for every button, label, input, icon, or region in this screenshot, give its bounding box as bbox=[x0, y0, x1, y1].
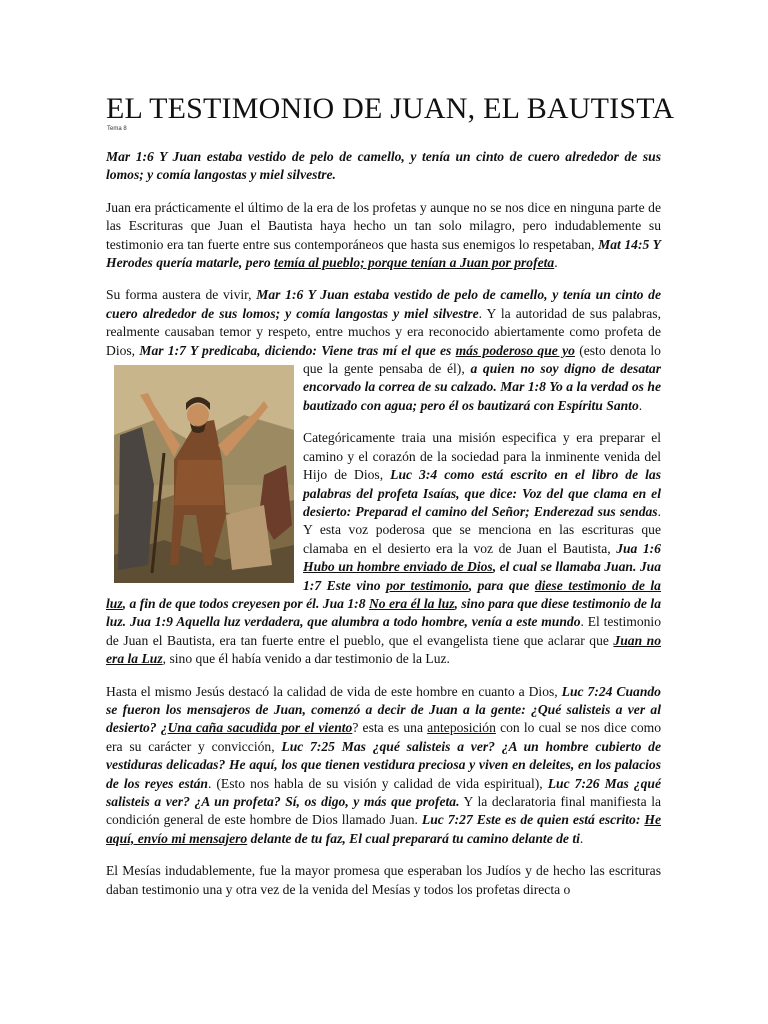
bible-quote: Luc 7:24 Cuando se fueron los mensajeros de Juan, comenzó a decir de Juan a la gente: ¿Qué salisteis a ver al desierto? ¿ bbox=[106, 683, 661, 736]
bible-quote-underlined: por testimonio bbox=[386, 577, 469, 593]
page-title: EL TESTIMONIO DE JUAN, EL BAUTISTA bbox=[106, 92, 675, 125]
text-run: ? esta es una bbox=[352, 720, 428, 736]
document-body bbox=[106, 148, 661, 913]
bible-quote-underlined: temía al pueblo; porque tenían a Juan por profeta bbox=[274, 255, 555, 271]
text-run: . bbox=[638, 397, 643, 413]
text-run: Juan era prácticamente el último de la era de los profetas y aunque no se nos dice en ninguna parte de las Escrituras que Juan el Bautista haya hecho un tan solo milagro, pero indudablemente su testimonio era tan fuerte entre sus contemporáneos que hasta sus enemigos lo respetaban, bbox=[106, 199, 661, 252]
page-subtitle: Tema 8 bbox=[107, 126, 127, 132]
text-run: . bbox=[579, 830, 584, 846]
text-run: . bbox=[554, 255, 558, 271]
text-run: , sino que él había venido a dar testimonio de la Luz. bbox=[162, 651, 450, 667]
bible-quote: Luc 3:4 como está escrito en el libro de las palabras del profeta Isaías, que dice: Voz del que clama en el desierto: Preparad el camino del Señor; Enderezad sus sendas bbox=[303, 467, 661, 519]
bible-quote-underlined: No era él la luz bbox=[368, 595, 455, 611]
bible-quote: Mat 14:5 Y Herodes quería matarle, pero bbox=[106, 236, 661, 271]
text-run: El Mesías indudablemente, fue la mayor promesa que esperaban los Judíos y de hecho las escrituras daban testimonio una y otra vez de la venida del Mesías y todos los profetas directa o bbox=[106, 863, 661, 897]
text-run: . Y esta voz poderosa que se menciona en las escrituras que clamaba en el desierto era la voz de Juan el Bautista, bbox=[303, 503, 661, 556]
bible-quote-underlined: Hubo un hombre enviado de Dios bbox=[303, 559, 493, 575]
john-the-baptist-illustration bbox=[114, 365, 294, 583]
bible-quote: Mar 1:6 Y Juan estaba vestido de pelo de camello, y tenía un cinto de cuero alrededor de sus lomos; y comía langostas y miel silvestre. bbox=[106, 149, 661, 183]
bible-quote: , para que bbox=[468, 577, 535, 593]
bible-quote: Jua 1:6 bbox=[616, 540, 661, 556]
bible-quote: Mar 1:7 Y predicaba, diciendo: Viene tras mí el que es bbox=[139, 342, 456, 358]
text-run: Hasta el mismo Jesús destacó la calidad de vida de este hombre en cuanto a Dios, bbox=[106, 683, 562, 699]
bible-quote-underlined: más poderoso que yo bbox=[455, 342, 575, 358]
text-run: Y la declaratoria final manifiesta la condición general de este hombre de Dios llamado Juan. bbox=[106, 794, 661, 828]
bible-quote-underlined: He aquí, envío mi mensajero bbox=[106, 812, 661, 846]
text-run: . (Esto nos habla de su visión y calidad de vida espiritual), bbox=[207, 775, 548, 791]
text-run: . El testimonio de Juan el Bautista, era tan fuerte entre el pueblo, que el evangelista tiene que aclarar que bbox=[106, 614, 661, 648]
text-run: . Y la autoridad de sus palabras, realmente causaban temor y respeto, entre muchos y era reconocido abiertamente como profeta de Dios, bbox=[106, 305, 661, 358]
bible-quote-underlined: diese testimonio de la luz bbox=[106, 577, 661, 611]
text-run: Categóricamente traia una misión especifica y era preparar el camino y el corazón de la sociedad para la inminente venida del Hijo de Dios, bbox=[303, 430, 661, 483]
paragraph-3 bbox=[106, 286, 661, 415]
paragraph-1 bbox=[106, 148, 661, 185]
bible-quote: , el cual se llamaba Juan. Jua 1:7 Este vino bbox=[303, 559, 662, 593]
text-run: Su forma austera de vivir, bbox=[106, 287, 257, 303]
underlined-word: anteposición bbox=[427, 720, 496, 736]
paragraph-5 bbox=[106, 683, 661, 849]
bible-quote-underlined: Juan no era la Luz bbox=[106, 632, 661, 667]
bible-quote: Luc 7:25 Mas ¿qué salisteis a ver? ¿A un hombre cubierto de vestiduras delicadas? He aquí, los que tienen vestidura preciosa y viven en deleites, en los palacios de los reyes están bbox=[106, 738, 662, 791]
bible-quote: Mar 1:6 Y Juan estaba vestido de pelo de camello, y tenía un cinto de cuero alrededor de sus lomos; y comía langostas y miel silvestre bbox=[106, 287, 661, 321]
bible-quote: , a fin de que todos creyesen por él. Jua 1:8 bbox=[122, 595, 369, 611]
bible-quote: , sino para que diese testimonio de la luz. Jua 1:9 Aquella luz verdadera, que alumbra a todo hombre, venía a este mundo bbox=[106, 595, 661, 630]
bible-quote: a quien no soy digno de desatar encorvado la correa de su calzado. Mar 1:8 Yo a la verdad os he bautizado con agua; pero él os bautizará con Espíritu Santo bbox=[303, 361, 661, 413]
bible-quote-underlined: Una caña sacudida por el viento bbox=[167, 720, 353, 736]
bible-quote: Luc 7:27 Este es de quien está escrito: bbox=[421, 812, 645, 828]
paragraph-6 bbox=[106, 862, 661, 899]
bible-quote: Luc 7:26 Mas ¿qué salisteis a ver? ¿A un profeta? Sí, os digo, y más que profeta. bbox=[106, 775, 661, 809]
paragraph-2 bbox=[106, 199, 661, 273]
text-run: con lo cual se nos dice como era su carácter y convicción, bbox=[106, 720, 662, 754]
bible-quote: delante de tu faz, El cual preparará tu camino delante de ti bbox=[247, 830, 580, 846]
text-run: (esto denota lo que la gente pensaba de él), bbox=[303, 342, 661, 377]
